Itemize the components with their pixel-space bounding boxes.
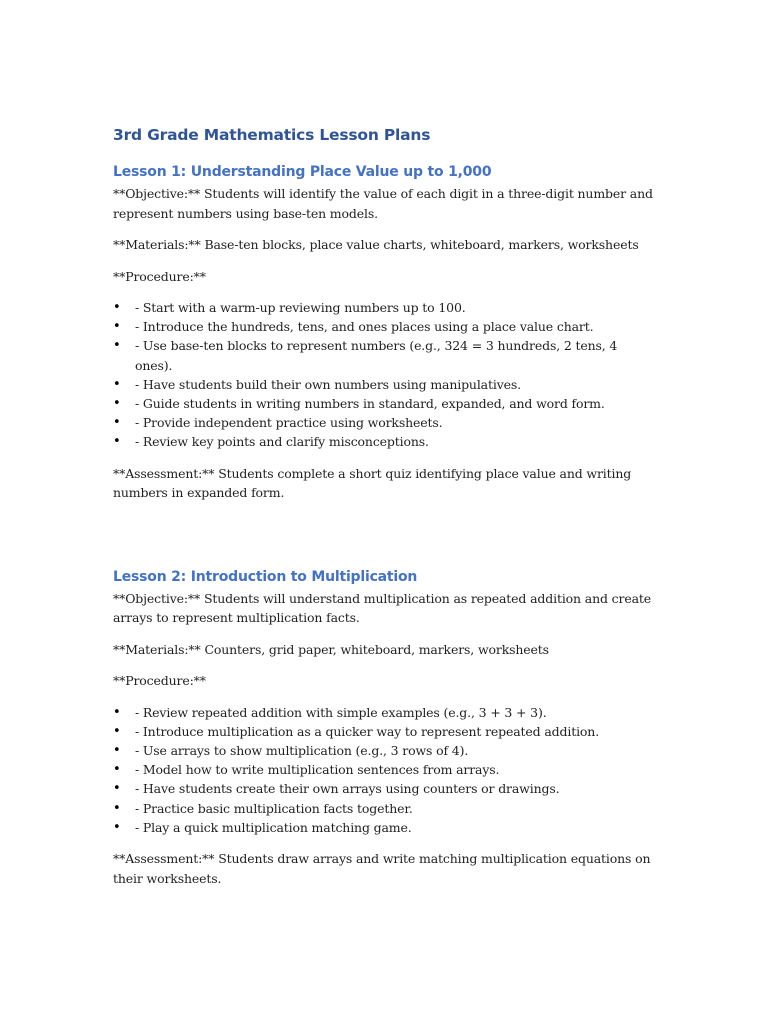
list-item-text: - Introduce multiplication as a quicker way to represent repeated addition.: [135, 723, 600, 739]
bullet-icon: •: [113, 723, 121, 739]
lesson-1-section: [113, 162, 658, 503]
bullet-icon: •: [113, 300, 121, 315]
list-item-text: - Introduce the hundreds, tens, and ones places using a place value chart.: [135, 319, 594, 335]
bullet-icon: •: [113, 762, 121, 778]
bullet-icon: •: [113, 434, 121, 450]
bullet-icon: •: [113, 819, 121, 835]
list-item: [113, 336, 658, 374]
bullet-icon: •: [113, 396, 121, 412]
list-item: [113, 741, 658, 760]
list-item-text: - Use base-ten blocks to represent numbers (e.g., 324 = 3 hundreds, 2 tens, 4 ones).: [135, 338, 618, 373]
bullet-icon: •: [113, 800, 121, 816]
list-item-text: - Practice basic multiplication facts together.: [135, 800, 413, 816]
lesson-2-assessment: **Assessment:** Students draw arrays and write matching multiplication equations on their worksheets.: [113, 851, 651, 886]
list-item-text: - Have students build their own numbers using manipulatives.: [135, 376, 521, 392]
lesson-2-objective: **Objective:** Students will understand multiplication as repeated addition and create arrays to represent multiplication facts.: [113, 590, 651, 626]
list-item-text: - Play a quick multiplication matching game.: [135, 819, 412, 835]
list-item: [113, 394, 658, 413]
list-item-text: - Model how to write multiplication sentences from arrays.: [135, 762, 500, 778]
list-item: [113, 317, 658, 336]
section-spacer: [113, 515, 658, 567]
bullet-icon: •: [113, 338, 121, 354]
list-item: [113, 722, 658, 741]
list-item-text: - Use arrays to show multiplication (e.g., 3 rows of 4).: [135, 743, 469, 759]
list-item-text: - Have students create their own arrays using counters or drawings.: [135, 781, 560, 797]
lesson-1-heading: Lesson 1: Understanding Place Value up to 1,000: [113, 164, 492, 180]
list-item-text: - Guide students in writing numbers in standard, expanded, and word form.: [135, 396, 605, 412]
list-item: [113, 298, 658, 317]
lesson-1-materials: **Materials:** Base-ten blocks, place value charts, whiteboard, markers, worksheets: [113, 237, 639, 252]
bullet-icon: •: [113, 743, 121, 759]
lesson-1-procedure-list: [113, 298, 658, 452]
lesson-2-procedure-label: **Procedure:**: [113, 673, 206, 689]
lesson-1-procedure-label: **Procedure:**: [113, 268, 206, 284]
bullet-icon: •: [113, 415, 121, 431]
list-item: [113, 760, 658, 779]
list-item: [113, 779, 658, 798]
list-item: [113, 799, 658, 818]
lesson-2-procedure-list: [113, 703, 658, 837]
list-item-text: - Review key points and clarify misconceptions.: [135, 434, 429, 450]
bullet-icon: •: [113, 781, 121, 797]
list-item-text: - Provide independent practice using worksheets.: [135, 415, 443, 431]
list-item-text: - Review repeated addition with simple examples (e.g., 3 + 3 + 3).: [135, 704, 547, 720]
bullet-icon: •: [113, 376, 121, 392]
list-item: [113, 413, 658, 432]
bullet-icon: •: [113, 319, 121, 335]
list-item: [113, 703, 658, 722]
lesson-1-assessment: **Assessment:** Students complete a short quiz identifying place value and writing numbers in expanded form.: [113, 465, 632, 501]
bullet-icon: •: [113, 704, 121, 720]
list-item: [113, 818, 658, 837]
document-content: [113, 124, 658, 900]
lesson-2-materials: **Materials:** Counters, grid paper, whiteboard, markers, worksheets: [113, 641, 549, 657]
list-item-text: - Start with a warm-up reviewing numbers up to 100.: [135, 300, 466, 315]
document-title: 3rd Grade Mathematics Lesson Plans: [113, 126, 431, 144]
lesson-2-heading: Lesson 2: Introduction to Multiplication: [113, 568, 418, 585]
lesson-2-section: [113, 567, 658, 888]
list-item: [113, 432, 658, 451]
lesson-1-objective: **Objective:** Students will identify the value of each digit in a three-digit number and represent numbers using base-ten models.: [113, 186, 653, 221]
list-item: [113, 375, 658, 394]
